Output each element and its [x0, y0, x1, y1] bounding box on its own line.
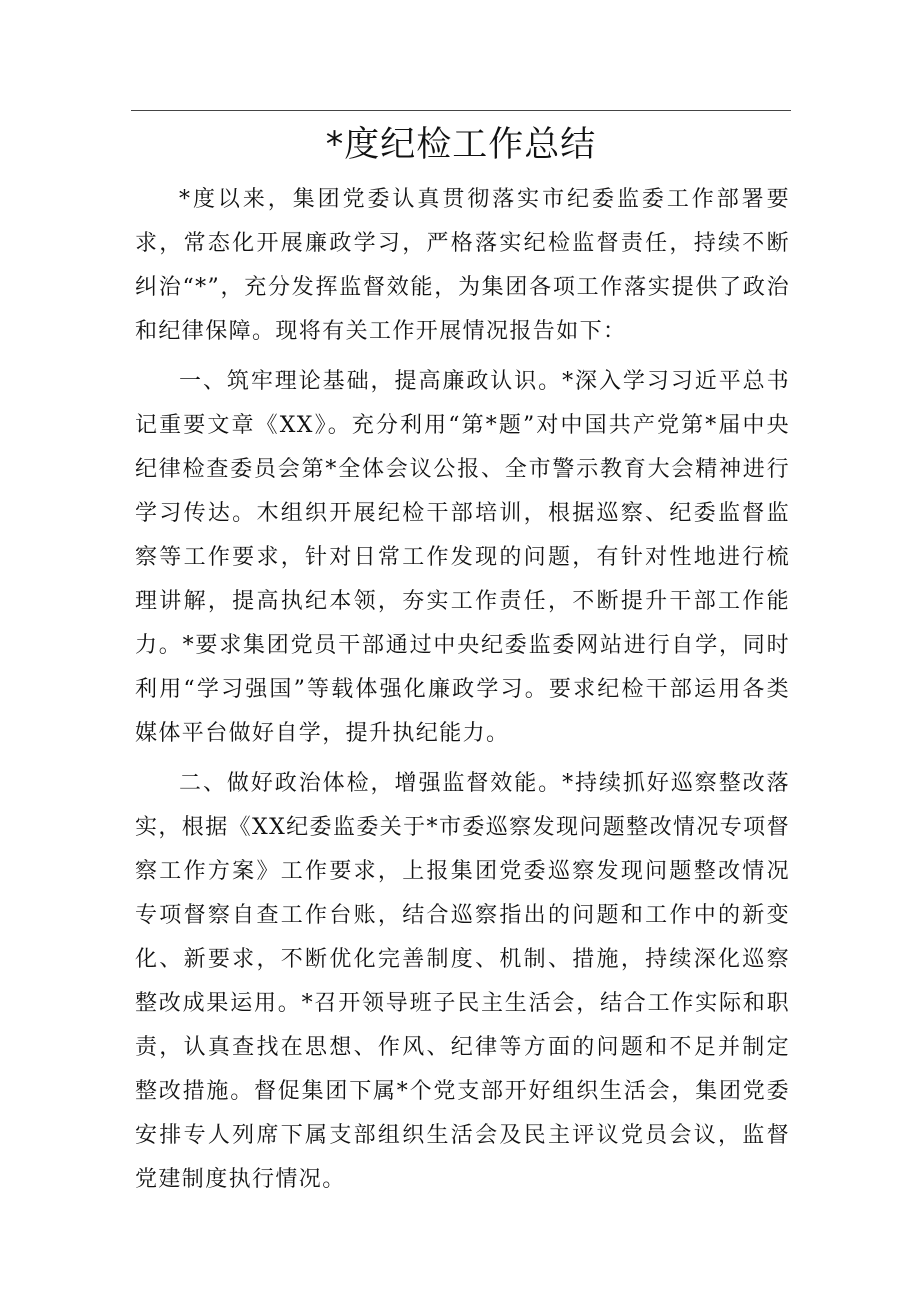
header-rule — [131, 110, 791, 111]
intro-paragraph: *度以来，集团党委认真贯彻落实市纪委监委工作部署要求，常态化开展廉政学习，严格落实纪检监督责任，持续不断纠治“*”，充分发挥监督效能，为集团各项工作落实提供了政治和纪律保障。现将有关工作开展情况报告如下： — [135, 187, 790, 344]
section-two-paragraph: 二、做好政治体检，增强监督效能。*持续抓好巡察整改落实，根据《XX纪委监委关于*市委巡察发现问题整改情况专项督察工作方案》工作要求，上报集团党委巡察发现问题整改情况专项督察自查工作台账，结合巡察指出的问题和工作中的新变化、新要求，不断优化完善制度、机制、措施，持续深化巡察整改成果运用。*召开领导班子民主生活会，结合工作实际和职责，认真查找在思想、作风、纪律等方面的问题和不足并制定整改措施。督促集团下属*个党支部开好组织生活会，集团党委安排专人列席下属支部组织生活会及民主评议党员会议，监督党建制度执行情况。 — [135, 771, 790, 1192]
section-one-paragraph: 一、筑牢理论基础，提高廉政认识。*深入学习习近平总书记重要文章《XX》。充分利用“第*题”对中国共产党第*届中央纪律检查委员会第*全体会议公报、全市警示教育大会精神进行学习传达。木组织开展纪检干部培训，根据巡察、纪委监督监察等工作要求，针对日常工作发现的问题，有针对性地进行梳理讲解，提高执纪本领，夯实工作责任，不断提升干部工作能力。*要求集团党员干部通过中央纪委监委网站进行自学，同时利用“学习强国”等载体强化廉政学习。要求纪检干部运用各类媒体平台做好自学，提升执纪能力。 — [135, 369, 790, 746]
document-title: *度纪检工作总结 — [325, 125, 597, 165]
document-body — [135, 178, 790, 1202]
